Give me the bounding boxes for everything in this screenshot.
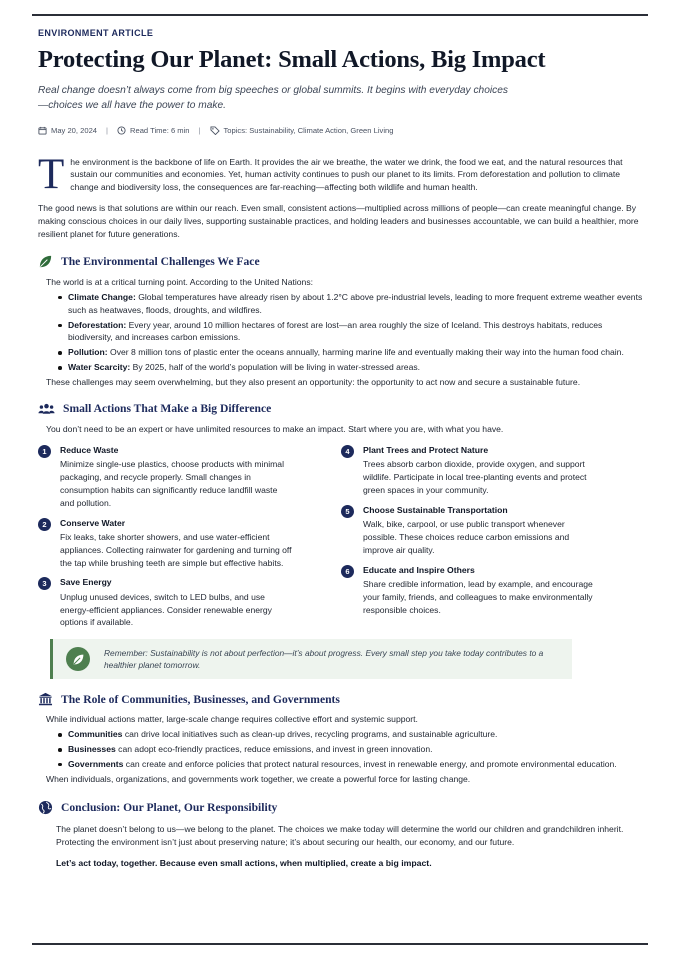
section-title: The Environmental Challenges We Face [61, 254, 260, 268]
action-step [38, 577, 341, 629]
section-title: Small Actions That Make a Big Difference [63, 402, 272, 416]
meta-date [38, 126, 97, 135]
article-subtitle: Real change doesn’t always come from big speeches or global summits. It begins with everyday choices—choices we all have the power to make. [38, 84, 508, 111]
tag-icon [210, 126, 220, 135]
section-roles-heading [38, 692, 644, 706]
section-closing: When individuals, organizations, and governments work together, we create a powerful force for lasting change. [46, 773, 471, 784]
list-item [60, 728, 644, 741]
list-item-text: Over 8 million tons of plastic enter the oceans annually, harming marine life and eventually making their way into the human food chain. [107, 347, 624, 358]
list-item-text: can adopt eco-friendly practices, reduce emissions, and invest in green innovation. [115, 744, 433, 755]
reminder-callout [50, 639, 572, 679]
list-item [60, 291, 644, 317]
step-number-badge: 3 [38, 577, 51, 590]
step-number-badge: 6 [341, 565, 354, 578]
action-steps [38, 445, 644, 637]
intro-paragraph [38, 150, 644, 198]
step-title: Conserve Water [60, 517, 126, 528]
section-closing: These challenges may seem overwhelming, but they also present an opportunity: the opportunity to act now and secure a sustainable future. [46, 377, 581, 388]
meta-topics-text: Topics: Sustainability, Climate Action, Green Living [223, 125, 394, 135]
meta-read-time-text: Read Time: 6 min [130, 125, 190, 135]
step-number-badge: 2 [38, 518, 51, 531]
list-item-text: can drive local initiatives such as clean-up drives, recycling programs, and sustainable agriculture. [122, 729, 498, 740]
step-number-badge: 5 [341, 505, 354, 518]
leaf-icon [72, 653, 85, 666]
step-text: Fix leaks, take shorter showers, and use water-efficient appliances. Collecting rainwater for gardening and turning off the tap while brushing teeth are simple but effective habits. [60, 531, 292, 568]
people-group-icon [38, 402, 55, 416]
section-challenges-body [38, 276, 644, 389]
list-item-label: Governments [68, 758, 124, 769]
section-actions-body [38, 423, 644, 436]
step-number-badge: 1 [38, 445, 51, 458]
list-item [60, 319, 644, 345]
section-conclusion-heading [38, 800, 644, 815]
step-title: Reduce Waste [60, 444, 119, 455]
section-title: Conclusion: Our Planet, Our Responsibility [61, 800, 278, 814]
list-item-label: Pollution: [68, 347, 108, 358]
list-item-label: Deforestation: [68, 319, 127, 330]
leaf-icon [38, 254, 53, 269]
step-text: Walk, bike, carpool, or use public transport whenever possible. These choices reduce carbon emissions and improve air quality. [363, 518, 570, 555]
action-step [38, 445, 341, 510]
section-roles-body [38, 713, 644, 785]
list-item-label: Communities [68, 729, 123, 740]
conclusion-text: The planet doesn’t belong to us—we belong to the planet. The choices we make today will determine the world our children and grandchildren inherit. Protecting the environment isn’t just about preserving nature; it’s about securing our health, our economy, and our future. [56, 823, 624, 847]
list-item-label: Climate Change: [68, 291, 136, 302]
roles-list [46, 728, 644, 771]
steps-column-right [341, 445, 644, 637]
list-item-label: Water Scarcity: [68, 362, 131, 373]
list-item-label: Businesses [68, 744, 116, 755]
step-title: Choose Sustainable Transportation [363, 504, 508, 515]
section-lead: The world is at a critical turning point. According to the United Nations: [46, 276, 314, 287]
top-rule [32, 14, 648, 16]
action-step [341, 565, 644, 617]
section-actions-heading [38, 402, 644, 416]
meta-topics [210, 126, 394, 135]
section-conclusion-body [38, 823, 644, 868]
steps-column-left [38, 445, 341, 637]
intro-paragraph-2: The good news is that solutions are within our reach. Even small, consistent actions—multiplied across millions of people—can create meaningful change. By making conscious choices in our daily lives, supporting sustainable practices, and holding leaders and businesses accountable, we can build a healthier, more resilient planet for future generations. [38, 203, 639, 239]
article [38, 28, 644, 868]
step-title: Educate and Inspire Others [363, 564, 475, 575]
list-item [60, 758, 644, 771]
list-item-text: Every year, around 10 million hectares of forest are lost—an area roughly the size of Iceland. This destroys habitats, reduces biodiversity, and increases carbon emissions. [68, 319, 603, 343]
section-lead: While individual actions matter, large-scale change requires collective effort and systemic support. [46, 714, 418, 725]
step-text: Unplug unused devices, switch to LED bulbs, and use energy-efficient appliances. Consider renewable energy options if available. [60, 591, 272, 628]
government-building-icon [38, 692, 53, 706]
step-text: Share credible information, lead by example, and encourage your family, friends, and colleagues to make environmentally responsible choices. [363, 578, 593, 615]
challenges-list [46, 291, 644, 374]
list-item-text: By 2025, half of the world’s population will be living in water-stressed areas. [130, 362, 421, 373]
section-challenges-heading [38, 254, 644, 269]
article-meta [38, 126, 644, 135]
callout-text: Remember: Sustainability is not about perfection—it’s about progress. Every small step you take today contributes to a healthier planet tomorrow. [104, 647, 544, 671]
article-title: Protecting Our Planet: Small Actions, Big Impact [38, 46, 546, 73]
article-kicker: ENVIRONMENT ARTICLE [38, 28, 154, 38]
action-step [38, 518, 341, 570]
step-title: Plant Trees and Protect Nature [363, 444, 489, 455]
meta-date-text: May 20, 2024 [51, 125, 98, 135]
intro-text: he environment is the backbone of life on Earth. It provides the air we breathe, the water we drink, the food we eat, and the natural resources that sustain our communities and economies. Yet, human activity continues to push our planet to its limits. From deforestation and pollution to climate change and biodiversity loss, the consequences are far-reaching—affecting both wildlife and human health. [70, 156, 623, 193]
list-item-text: can create and enforce policies that protect natural resources, invest in renewable energy, and promote environmental education. [123, 758, 617, 769]
step-title: Save Energy [60, 577, 112, 588]
conclusion-closing: Let’s act today, together. Because even small actions, when multiplied, create a big impact. [56, 857, 432, 868]
globe-icon [38, 800, 53, 815]
drop-cap: T [38, 150, 65, 198]
meta-separator: | [198, 125, 201, 135]
clock-icon [117, 126, 126, 135]
step-text: Trees absorb carbon dioxide, provide oxygen, and support wildlife. Participate in local tree-planting events and protect green spaces in your community. [363, 459, 587, 495]
action-step [341, 505, 644, 557]
calendar-icon [38, 126, 47, 135]
section-title: The Role of Communities, Businesses, and Governments [61, 692, 340, 706]
list-item [60, 346, 644, 359]
step-text: Minimize single-use plastics, choose products with minimal packaging, and recycle properly. Small changes in consumption habits can significantly reduce landfill waste and pollution. [60, 459, 284, 508]
action-step [341, 445, 644, 497]
section-lead: You don’t need to be an expert or have unlimited resources to make an impact. Start where you are, with what you have. [46, 423, 504, 434]
list-item [60, 743, 644, 756]
list-item [60, 361, 644, 374]
bottom-rule [32, 943, 648, 945]
callout-leaf-badge [66, 647, 90, 671]
meta-read-time [117, 126, 190, 135]
list-item-text: Global temperatures have already risen by about 1.2°C above pre-industrial levels, leading to more frequent extreme weather events such as heatwaves, floods, droughts, and wildfires. [68, 291, 643, 315]
meta-separator: | [106, 125, 108, 135]
step-number-badge: 4 [341, 445, 354, 458]
